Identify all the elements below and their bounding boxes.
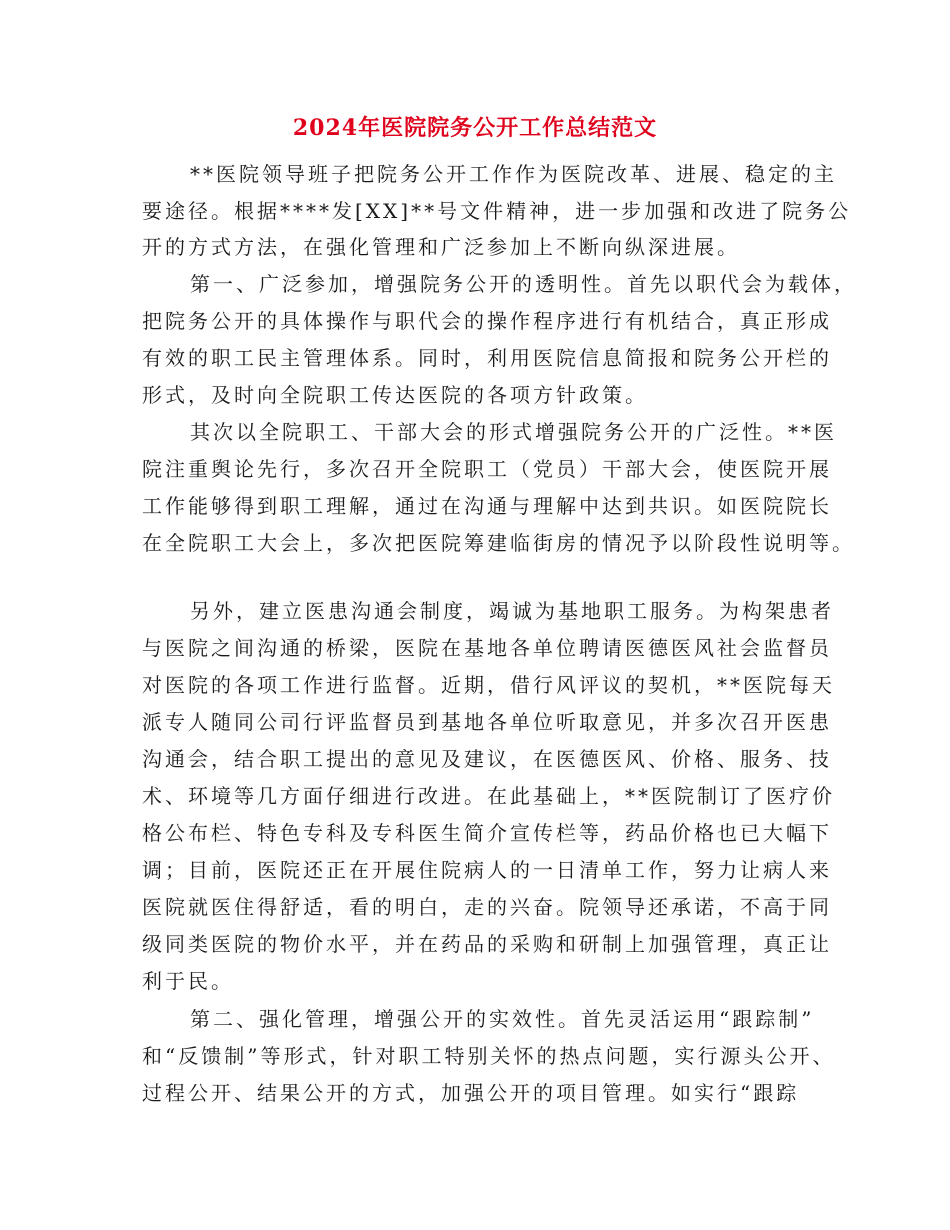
body-line: 第一、广泛参加，增强院务公开的透明性。首先以职代会为载体， xyxy=(190,272,857,296)
body-line: 术、环境等几方面仔细进行改进。在此基础上，**医院制订了医疗价 xyxy=(142,784,835,808)
body-line: 过程公开、结果公开的方式，加强公开的项目管理。如实行“跟踪 xyxy=(142,1081,800,1105)
body-line: 和“反馈制”等形式，针对职工特别关怀的热点问题，实行源头公开、 xyxy=(142,1044,836,1068)
body-line: 调；目前，医院还正在开展住院病人的一日清单工作，努力让病人来 xyxy=(142,858,832,882)
body-line: 在全院职工大会上，多次把医院筹建临街房的情况予以阶段性说明等。 xyxy=(142,531,855,555)
body-line: 利于民。 xyxy=(142,969,234,993)
body-line: 级同类医院的物价水平，并在药品的采购和研制上加强管理，真正让 xyxy=(142,932,832,956)
body-line: 另外，建立医患沟通会制度，竭诚为基地职工服务。为构架患者 xyxy=(190,599,834,623)
body-line: 与医院之间沟通的桥梁，医院在基地各单位聘请医德医风社会监督员 xyxy=(142,636,832,660)
document-title: 2024年医院院务公开工作总结范文 xyxy=(292,115,658,141)
body-line: 沟通会，结合职工提出的意见及建议，在医德医风、价格、服务、技 xyxy=(142,747,832,771)
body-line: 其次以全院职工、干部大会的形式增强院务公开的广泛性。**医 xyxy=(190,420,837,444)
body-line: 工作能够得到职工理解，通过在沟通与理解中达到共识。如医院院长 xyxy=(142,494,832,518)
body-line: 开的方式方法，在强化管理和广泛参加上不断向纵深进展。 xyxy=(142,235,740,259)
body-line: 派专人随同公司行评监督员到基地各单位听取意见，并多次召开医患 xyxy=(142,710,832,734)
body-line: 对医院的各项工作进行监督。近期，借行风评议的契机，**医院每天 xyxy=(142,673,835,697)
body-line: 要途径。根据****发[XX]**号文件精神，进一步加强和改进了院务公 xyxy=(142,199,852,223)
body-line: 格公布栏、特色专科及专科医生简介宣传栏等，药品价格也已大幅下 xyxy=(142,821,832,845)
body-line: 形式，及时向全院职工传达医院的各项方针政策。 xyxy=(142,383,648,407)
body-line: **医院领导班子把院务公开工作作为医院改革、进展、稳定的主 xyxy=(190,162,837,186)
body-line: 第二、强化管理，增强公开的实效性。首先灵活运用“跟踪制” xyxy=(190,1007,815,1031)
body-line: 医院就医住得舒适，看的明白，走的兴奋。院领导还承诺，不高于同 xyxy=(142,895,832,919)
body-line: 有效的职工民主管理体系。同时，利用医院信息简报和院务公开栏的 xyxy=(142,346,832,370)
body-line: 把院务公开的具体操作与职代会的操作程序进行有机结合，真正形成 xyxy=(142,309,832,333)
body-line: 院注重舆论先行，多次召开全院职工（党员）干部大会，使医院开展 xyxy=(142,457,832,481)
